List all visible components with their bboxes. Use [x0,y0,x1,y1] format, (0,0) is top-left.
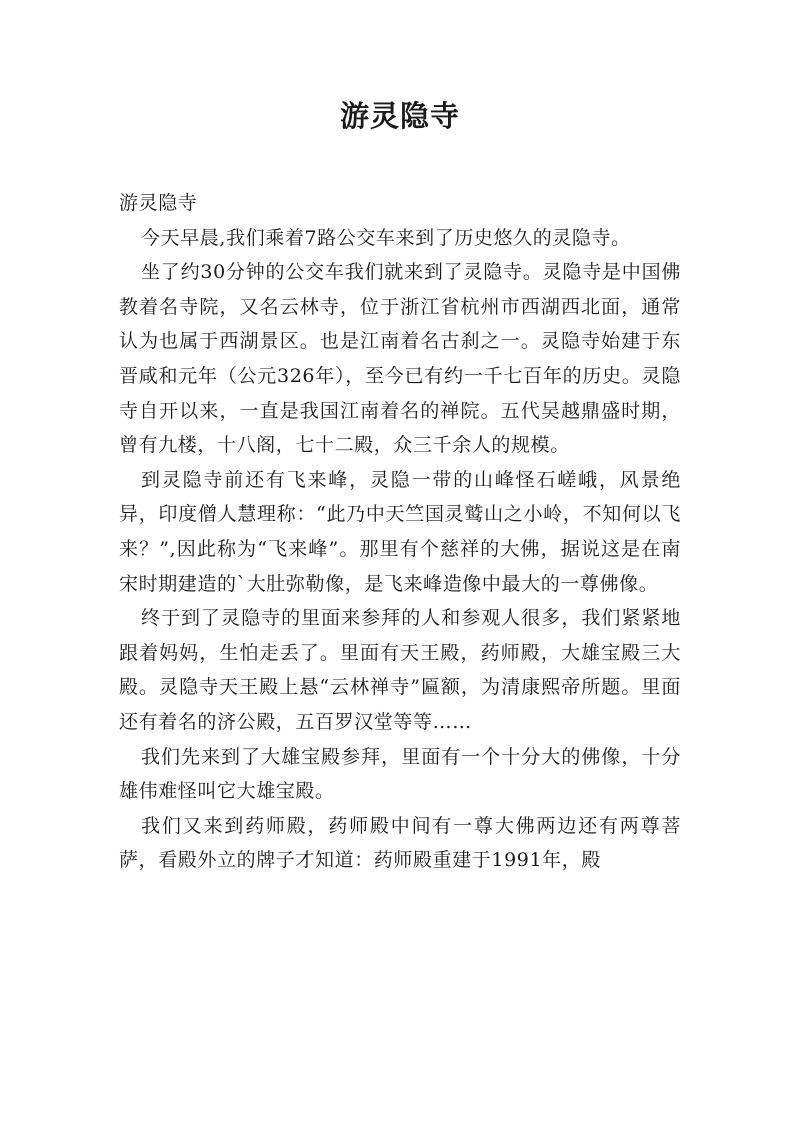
paragraph: 今天早晨,我们乘着7路公交车来到了历史悠久的灵隐寺。 [141,226,631,249]
paragraph: 我们又来到药师殿，药师殿中间有一尊大佛两边还有两尊菩萨，看殿外立的牌子才知道：药师殿重建于1991年，殿 [119,814,681,872]
paragraph: 到灵隐寺前还有飞来峰，灵隐一带的山峰怪石嵯峨，风景绝异，印度僧人慧理称：“此乃中天竺国灵鹫山之小岭，不知何以飞来？”,因此称为“飞来峰”。那里有个慈祥的大佛，据说这是在南宋时期建造的`大肚弥勒像，是飞来峰造像中最大的一尊佛像。 [119,468,681,595]
paragraph-heading: 游灵隐寺 [119,192,198,214]
document-title: 游灵隐寺 [339,99,460,133]
paragraph: 终于到了灵隐寺的里面来参拜的人和参观人很多，我们紧紧地跟着妈妈，生怕走丢了。里面有天王殿，药师殿，大雄宝殿三大殿。灵隐寺天王殿上悬“云林禅寺”匾额，为清康熙帝所题。里面还有着名的济公殿，五百罗汉堂等等…… [119,607,681,733]
paragraph: 我们先来到了大雄宝殿参拜，里面有一个十分大的佛像，十分雄伟难怪叫它大雄宝殿。 [119,745,681,803]
document-body [119,186,681,878]
paragraph: 坐了约30分钟的公交车我们就来到了灵隐寺。灵隐寺是中国佛教着名寺院，又名云林寺，位于浙江省杭州市西湖西北面，通常认为也属于西湖景区。也是江南着名古刹之一。灵隐寺始建于东晋咸和元年（公元326年），至今已有约一千七百年的历史。灵隐寺自开以来，一直是我国江南着名的禅院。五代吴越鼎盛时期，曾有九楼，十八阁，七十二殿，众三千余人的规模。 [119,261,681,457]
